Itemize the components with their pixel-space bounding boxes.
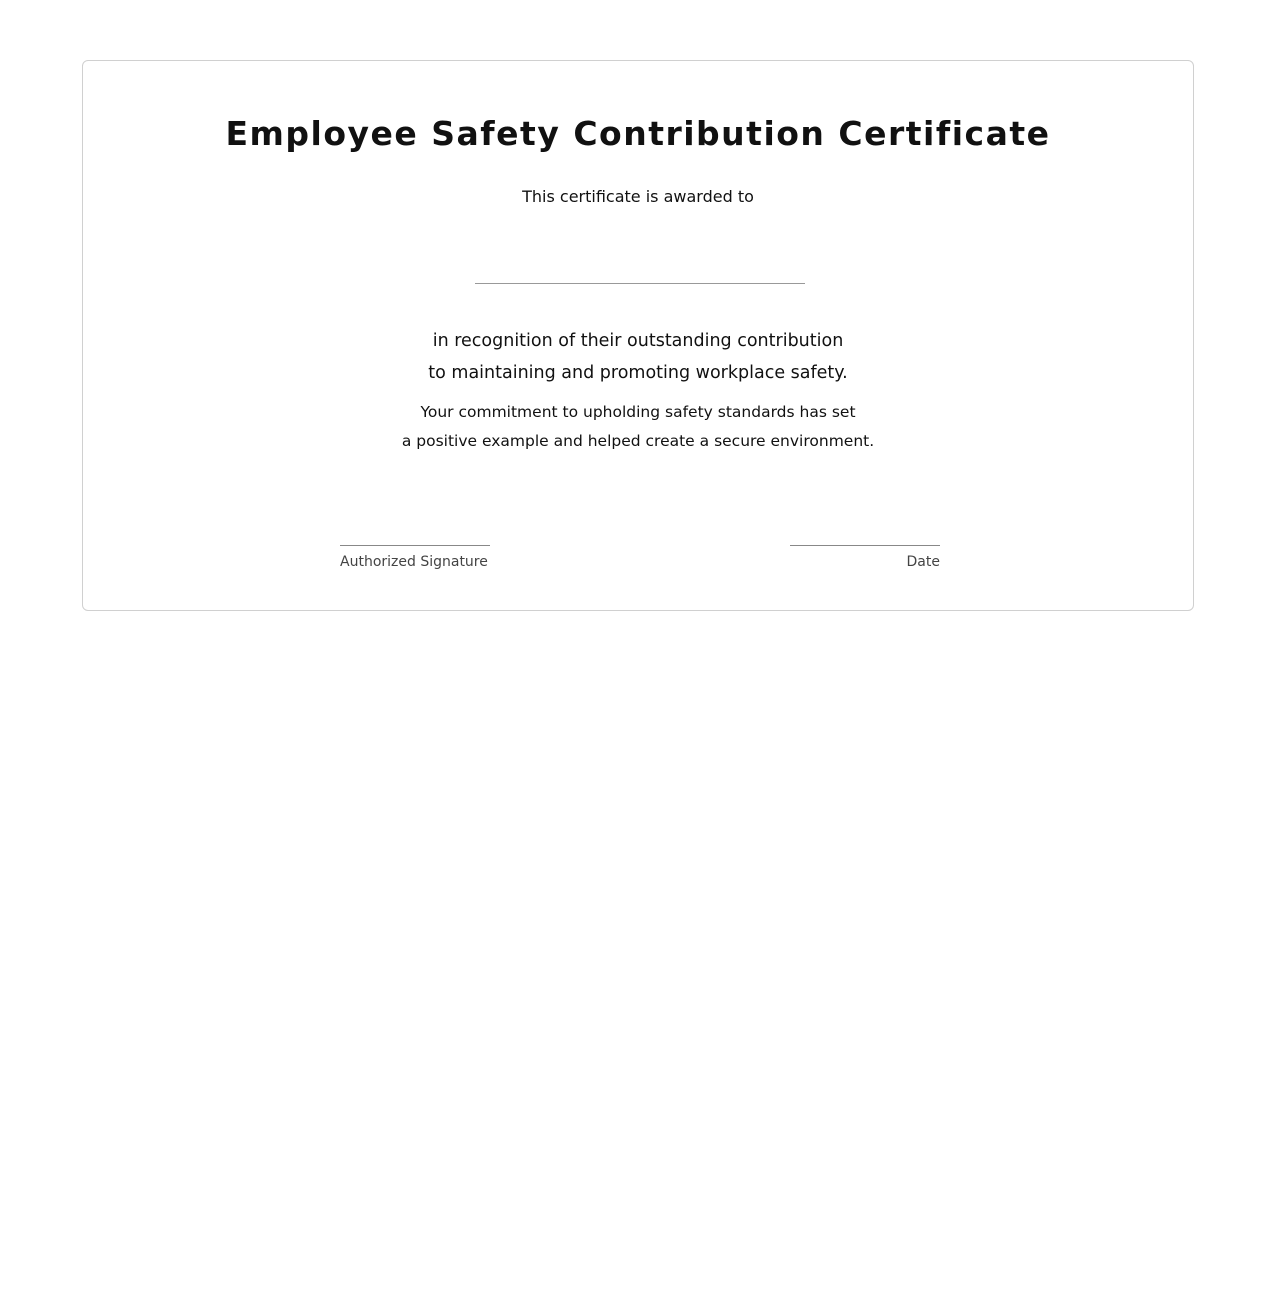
- certificate-title: Employee Safety Contribution Certificate: [225, 114, 1051, 153]
- recognition-text: [83, 325, 1193, 389]
- commitment-text: [83, 398, 1193, 456]
- awarded-to-label: This certificate is awarded to: [522, 187, 754, 206]
- signature-line: [340, 545, 490, 546]
- commitment-line-1: Your commitment to upholding safety standards has set: [420, 403, 856, 421]
- recognition-line-2: to maintaining and promoting workplace safety.: [428, 363, 848, 383]
- signature-block: [340, 545, 490, 570]
- recipient-name-line: [475, 283, 805, 284]
- signature-label: Authorized Signature: [340, 554, 488, 570]
- recognition-line-1: in recognition of their outstanding contribution: [432, 331, 844, 351]
- date-line: [790, 545, 940, 546]
- commitment-line-2: a positive example and helped create a secure environment.: [401, 432, 875, 450]
- date-block: [790, 545, 940, 570]
- date-label: Date: [906, 554, 940, 570]
- certificate-card: [82, 60, 1194, 611]
